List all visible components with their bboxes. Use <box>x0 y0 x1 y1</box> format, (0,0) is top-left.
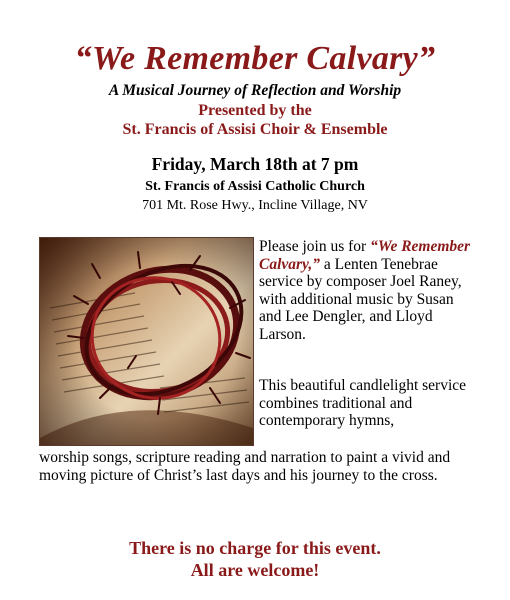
invitation-paragraph <box>259 238 479 343</box>
presented-by <box>0 101 510 139</box>
event-subtitle: A Musical Journey of Reflection and Worship <box>108 82 402 99</box>
description-paragraph-part2: worship songs, scripture reading and narration to paint a vivid and moving picture of Christ’s last days and his journey to the cross. <box>39 449 451 484</box>
crown-of-thorns-image <box>39 237 254 446</box>
event-title: “We Remember Calvary” <box>74 40 436 77</box>
invitation-rest: a Lenten Tenebrae service by composer Joel Raney, with additional music by Susan and Lee Dengler, and Lloyd Larson. <box>259 255 462 343</box>
description-paragraph-part1: This beautiful candlelight service combines traditional and contemporary hymns, <box>259 377 467 429</box>
event-address: 701 Mt. Rose Hwy., Incline Village, NV <box>142 198 368 213</box>
presented-by-line1: Presented by the <box>198 102 312 119</box>
event-date: Friday, March 18th at 7 pm <box>151 154 359 174</box>
invitation-highlight: “We Remember Calvary,” <box>259 238 471 273</box>
event-venue: St. Francis of Assisi Catholic Church <box>145 179 365 194</box>
admission-line1: There is no charge for this event. <box>129 538 381 558</box>
presented-by-line2: St. Francis of Assisi Choir & Ensemble <box>122 121 388 138</box>
invitation-lead: Please join us for <box>259 238 371 255</box>
admission-line2: All are welcome! <box>190 560 320 580</box>
crown-of-thorns-on-bible-icon <box>40 238 253 445</box>
admission-note <box>0 537 510 581</box>
